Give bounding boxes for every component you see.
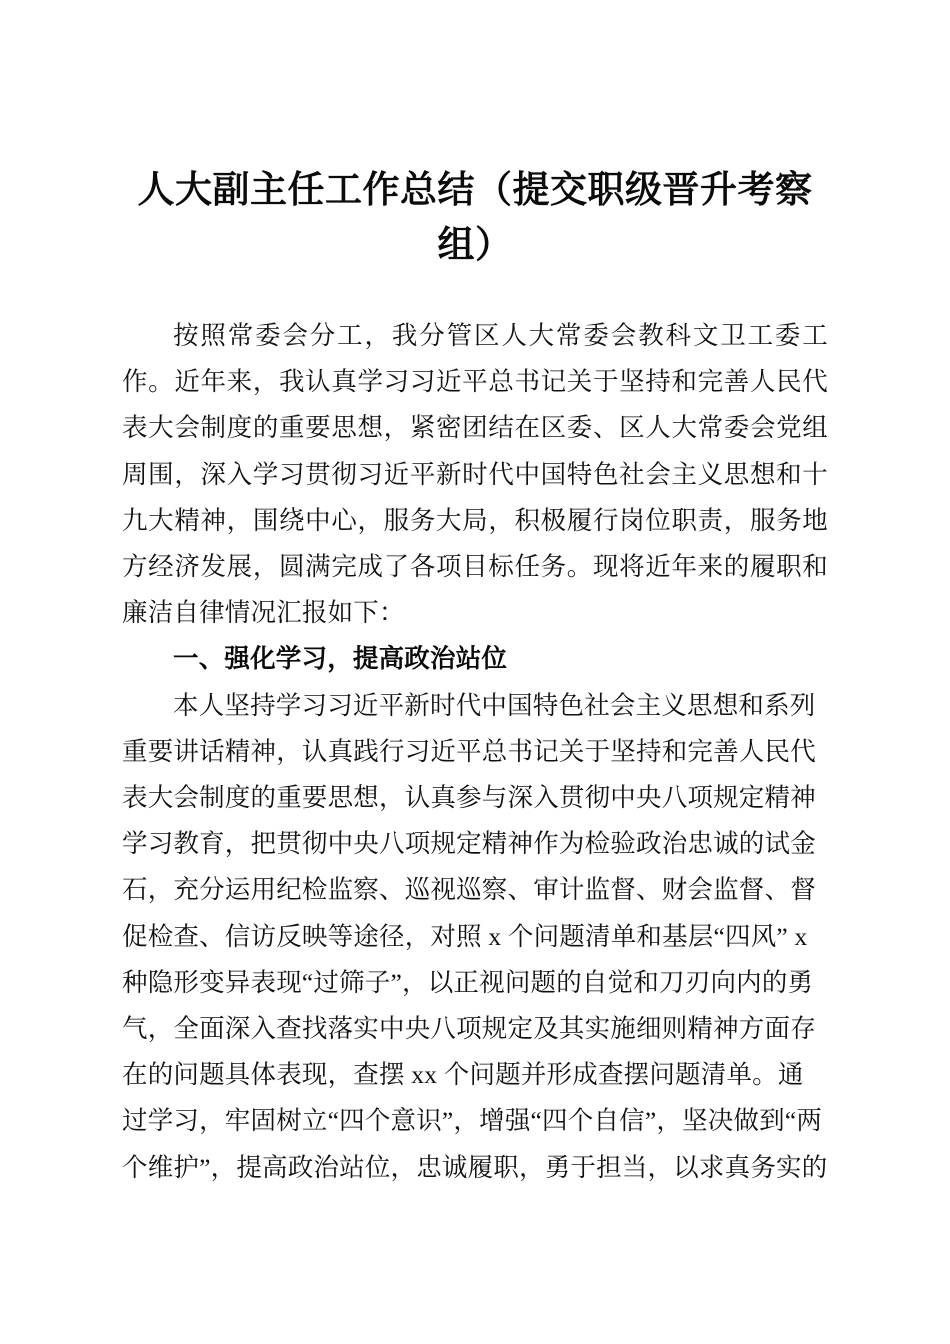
document-content-column xyxy=(122,0,828,1191)
section-heading-one: 一、强化学习，提高政治站位 xyxy=(173,645,508,674)
document-body xyxy=(122,313,828,1191)
section-one-paragraph: 本人坚持学习习近平新时代中国特色社会主义思想和系列重要讲话精神，认真践行习近平总书记关于坚持和完善人民代表大会制度的重要思想，认真参与深入贯彻中央八项规定精神学习教育，把贯彻中央八项规定精神作为检验政治忠诚的试金石，充分运用纪检监察、巡视巡察、审计监督、财会监督、督促检查、信访反映等途径，对照 x 个问题清单和基层“四风” x 种隐形变异表现“过筛子”，以正视问题的自觉和刀刃向内的勇气，全面深入查找落实中央八项规定及其实施细则精神方面存在的问题具体表现，查摆 xx 个问题并形成查摆问题清单。通过学习，牢固树立“四个意识”，增强“四个自信”，坚决做到“两个维护”，提高政治站位，忠诚履职，勇于担当，以求真务实的 xyxy=(122,690,828,1182)
page-title: 人大副主任工作总结（提交职级晋升考察组） xyxy=(137,170,813,266)
intro-paragraph: 按照常委会分工，我分管区人大常委会教科文卫工委工作。近年来，我认真学习习近平总书记关于坚持和完善人民代表大会制度的重要思想，紧密团结在区委、区人大常委会党组周围，深入学习贯彻习近平新时代中国特色社会主义思想和十九大精神，围绕中心，服务大局，积极履行岗位职责，服务地方经济发展，圆满完成了各项目标任务。现将近年来的履职和廉洁自律情况汇报如下： xyxy=(122,321,828,628)
